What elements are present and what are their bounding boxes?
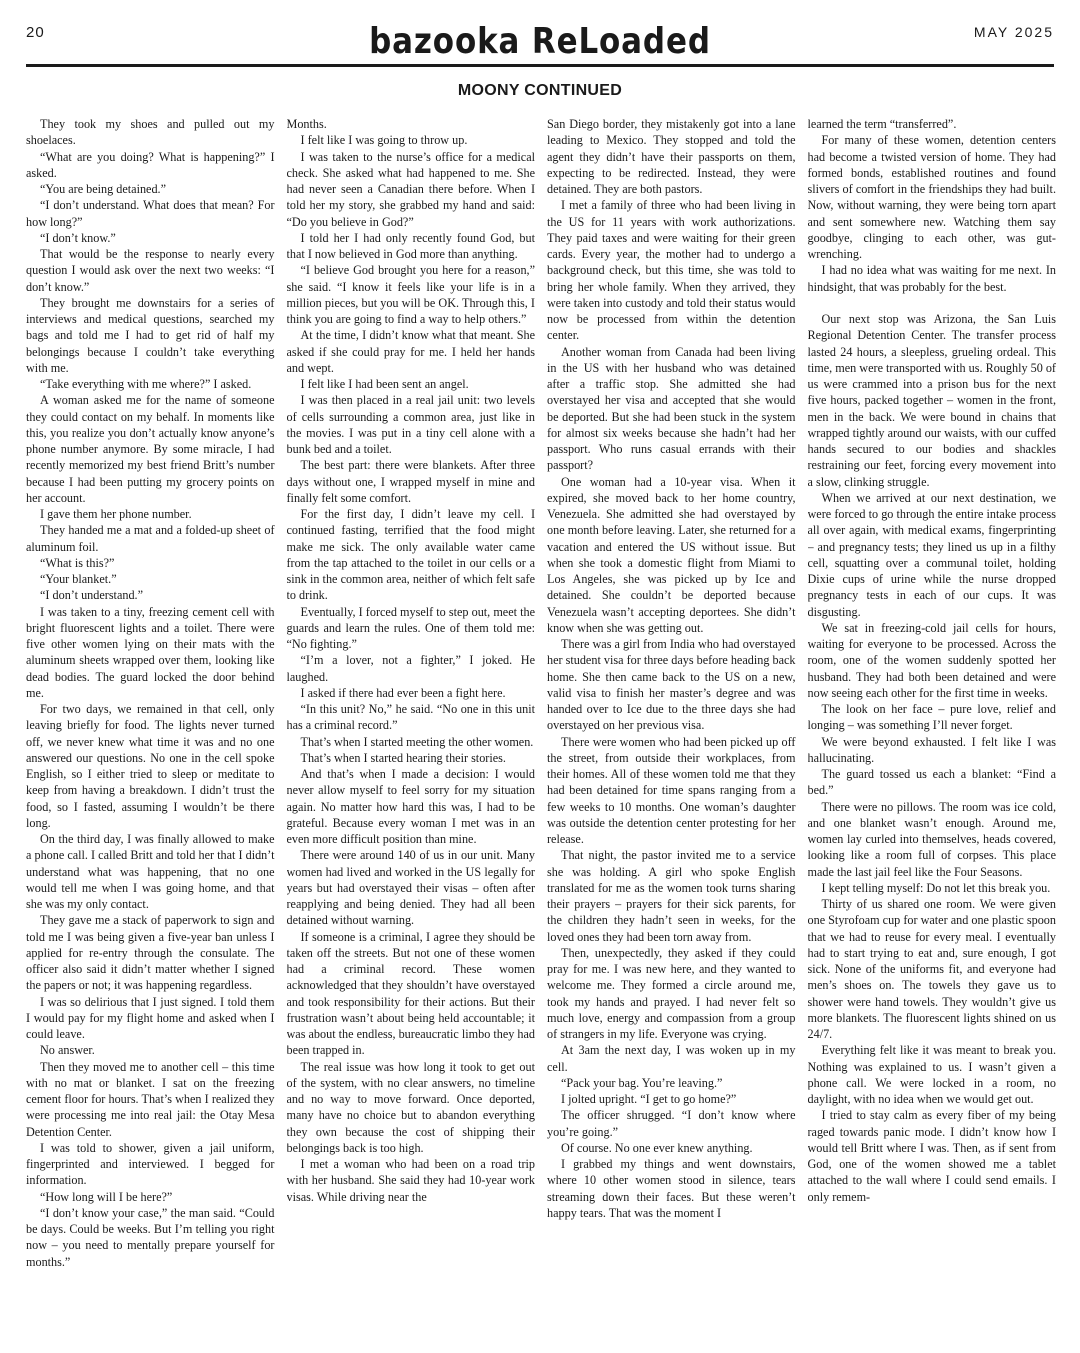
paragraph: A woman asked me for the name of someone they could contact on my behalf. In moments like this, you realize you don’t actually know anyone’s phone number anymore. By some miracle, I had recently memorized my best friend Britt’s number because I had been putting my grocery points on her account. [26, 393, 275, 505]
paragraph: I told her I had only recently found God, but that I now believed in God more than anything. [286, 230, 535, 261]
paragraph: Everything felt like it was meant to break you. Nothing was explained to us. I wasn’t given a phone call. We were locked in a room, no daylight, with no idea when we would get out. [807, 1043, 1056, 1106]
paragraph: “In this unit? No,” he said. “No one in this unit has a criminal record.” [286, 702, 535, 733]
paragraph: I gave them her phone number. [40, 507, 192, 521]
paragraph: At 3am the next day, I was woken up in my cell. [547, 1043, 796, 1074]
section-title: MOONY CONTINUED [457, 82, 623, 99]
paragraph: That’s when I started meeting the other women. [300, 734, 534, 749]
paragraph: For many of these women, detention centers had become a twisted version of home. They had formed bonds, established routines and found slivers of comfort in the friendships they had built. Now, without warning, they were being torn apart and sent somewhere new. Watching them say goodbye, clinging to each other, was gut-wrenching. [807, 133, 1056, 261]
paragraph: I had no idea what was waiting for me next. In hindsight, that was probably for the best. [807, 263, 1056, 294]
paragraph: Of course. No one ever knew anything. [561, 1140, 753, 1155]
paragraph: Another woman from Canada had been living in the US with her husband who was detained after a traffic stop. She admitted she had overstayed her visa and accepted that she would be deported. But she had been stuck in the system for almost six weeks because she hadn’t had her passport. Who runs casual errands with their passport? [547, 344, 796, 473]
paragraph: We were beyond exhausted. I felt like I was hallucinating. [807, 734, 1056, 765]
paragraph: I asked if there had ever been a fight here. [300, 685, 506, 700]
paragraph: One woman had a 10-year visa. When it expired, she moved back to her home country, Venezuela. She admitted she had overstayed by one month before leaving. Later, she returned for a vacation and entered the US without issue. But when she took a domestic flight from Miami to Los Angeles, she was picked up by Ice and detained. She couldn’t be deported because Venezuela wasn’t accepting deportees. She didn’t know when she was getting out. [547, 474, 796, 635]
paragraph: “I don’t know your case,” the man said. “Could be days. Could be weeks. But I’m telling you right now – you need to mentally prepare yourself for months.” [26, 1205, 275, 1269]
paragraph: The guard tossed us each a blanket: “Find a bed.” [807, 767, 1056, 798]
paragraph: We sat in freezing-cold jail cells for hours, waiting for everyone to be processed. Across the room, one of the women suddenly spotted her husband. They had both been detained and were now seeing each other for the first time in weeks. [807, 620, 1056, 700]
paragraph: And that’s when I made a decision: I would never allow myself to feel sorry for my situation again. No matter how hard this was, I had to be grateful. Because every woman I met was in an even more difficult position than mine. [286, 767, 535, 846]
paragraph: I kept telling myself: Do not let this break you. [821, 880, 1051, 895]
paragraph: “What is this?” [40, 555, 115, 570]
paragraph: When we arrived at our next destination, we were forced to go through the entire intake process all over again, with medical exams, fingerprinting – and pregnancy tests; they lined us up in a filthy cell, squatting over a communal toilet, holding Dixie cups of urine while the nurse dropped pregnancy tests in each of our cups. It was disgusting. [807, 490, 1056, 619]
paragraph: I tried to stay calm as every fiber of my being raged towards panic mode. I didn’t know how I would tell Britt where I was. Then, as if sent from God, one of the women showed me a tablet attached to the wall where I could send emails. I only remem- [807, 1108, 1056, 1204]
paragraph: “You are being detained.” [40, 182, 167, 196]
paragraph: “Take everything with me where?” I asked. [40, 377, 252, 391]
paragraph: San Diego border, they mistakenly got into a lane leading to Mexico. They stopped and told the agent they didn’t have their passports on them, expecting to be redirected. Instead, they were detained. They are both pastors. [547, 117, 796, 196]
paragraph: I was taken to a tiny, freezing cement cell with bright fluorescent lights and a toilet. There were five other women lying on their mats with the aluminum sheets wrapped over them, looking like dead bodies. The guard locked the door behind me. [26, 604, 275, 700]
paragraph: I was then placed in a real jail unit: two levels of cells surrounding a common area, just like in the movies. I was put in a tiny cell alone with a bunk bed and a toilet. [286, 393, 535, 456]
paragraph: I jolted upright. “I get to go home?” [561, 1092, 737, 1106]
paragraph: The officer shrugged. “I don’t know where you’re going.” [547, 1108, 796, 1139]
column-1 [26, 116, 275, 1316]
paragraph: “I don’t understand.” [40, 588, 143, 603]
masthead-rule [26, 64, 1054, 67]
paragraph: “What are you doing? What is happening?” I asked. [26, 149, 275, 180]
paragraph: The best part: there were blankets. After three days without one, I wrapped myself in mine and finally felt some comfort. [286, 458, 535, 505]
paragraph: They handed me a mat and a folded-up sheet of aluminum foil. [26, 523, 275, 554]
paragraph: The look on her face – pure love, relief and longing – was something I’ll never forget. [807, 702, 1056, 733]
paragraph: For two days, we remained in that cell, only leaving briefly for food. The lights never turned off, we never knew what time it was and no one answered our questions. No one in the cell spoke English, so I either tried to sleep or meditate to keep from having a breakdown. I didn’t trust the food, so I fasted, assuming I wouldn’t be there long. [26, 702, 275, 830]
column-2 [287, 116, 536, 1316]
paragraph: There were no pillows. The room was ice cold, and one blanket wasn’t enough. Around me, women lay curled into themselves, heads covered, looking like a room full of corpses. This place made the last jail feel like the Four Seasons. [807, 799, 1056, 879]
paragraph: Months. [286, 117, 327, 131]
paragraph: “Your blanket.” [40, 572, 117, 586]
column-4 [808, 116, 1057, 1316]
paragraph: I was so delirious that I just signed. I told them I would pay for my flight home and asked when I could leave. [26, 994, 275, 1041]
paragraph: Then they moved me to another cell – this time with no mat or blanket. I sat on the freezing cement floor for hours. That’s when I realized they were processing me into real jail: the Otay Mesa Detention Center. [26, 1059, 275, 1139]
paragraph: For the first day, I didn’t leave my cell. I continued fasting, terrified that the food might make me sick. The only available water came from the tap attached to the toilet in our cells or a sink in the common area, neither of which felt safe to drink. [286, 507, 535, 603]
article-body [26, 116, 1056, 1316]
paragraph: “I believe God brought you here for a reason,” she said. “I know it feels like your life is in a million pieces, but you will be OK. Through this, I think you are going to find a way to help others.” [286, 263, 535, 326]
paragraph: No answer. [40, 1043, 95, 1058]
column-3 [547, 116, 796, 1316]
paragraph: They gave me a stack of paperwork to sign and told me I was being given a five-year ban unless I applied for re-entry through the consulate. The officer also said it didn’t matter whether I signed the papers or not; it was happening regardless. [26, 913, 275, 993]
paragraph: I met a family of three who had been living in the US for 11 years with work authorizations. They paid taxes and were waiting for their green cards. Every year, the mother had to undergo a background check, but this time, she was told to bring her whole family. When they arrived, they were taken into custody and told their status would now be processed from within the detention center. [547, 198, 796, 343]
paragraph: “I don’t understand. What does that mean? For how long?” [26, 198, 275, 229]
paragraph: I was taken to the nurse’s office for a medical check. She asked what had happened to me. She had never seen a Canadian there before. When I told her my story, she grabbed my hand and said: “Do you believe in God?” [286, 149, 535, 229]
paragraph: I was told to shower, given a jail uniform, fingerprinted and interviewed. I begged for information. [26, 1140, 275, 1188]
paragraph: Then, unexpectedly, they asked if they could pray for me. I was new here, and they wanted to welcome me. They formed a circle around me, took my hands and prayed. I had never felt so much love, energy and compassion from a group of strangers in my life. Everyone was crying. [547, 945, 796, 1041]
paragraph: I met a woman who had been on a road trip with her husband. She said they had 10-year work visas. While driving near the [286, 1157, 535, 1204]
paragraph: “How long will I be here?” [40, 1189, 173, 1204]
paragraph: On the third day, I was finally allowed to make a phone call. I called Britt and told her that I didn’t understand what was happening, that no one would tell me when I was going home, and that she was my only contact. [26, 832, 275, 911]
paragraph: I felt like I had been sent an angel. [300, 377, 469, 391]
paragraph: There was a girl from India who had overstayed her student visa for three days before heading back home. She then came back to the US on a new, valid visa to finish her master’s degree and was handed over to Ice due to the three days she had overstayed on her previous visa. [547, 637, 796, 733]
issue-date: MAY 2025 [973, 24, 1054, 40]
paragraph: Our next stop was Arizona, the San Luis Regional Detention Center. The transfer process lasted 24 hours, a sleepless, grueling ordeal. This time, men were transported with us. Roughly 50 of us were crammed into a prison bus for the next five hours, packed together – women in the front, men in the back. We were bound in chains that wrapped tightly around our waists, with our cuffed hands secured to our bodies and shackles restraining our feet, forcing every movement into a slow, clinking struggle. [807, 312, 1056, 489]
paragraph: There were around 140 of us in our unit. Many women had lived and worked in the US legally for years but had overstayed their visas – often after reapplying and being denied. They had all been detained without warning. [286, 848, 535, 928]
paragraph: “I don’t know.” [40, 230, 116, 245]
paragraph: That would be the response to nearly every question I would ask over the next two weeks: “I don’t know.” [26, 247, 275, 294]
paragraph: They took my shoes and pulled out my shoelaces. [26, 117, 275, 148]
paragraph: If someone is a criminal, I agree they should be taken off the streets. But not one of these women had a criminal record. These women acknowledged that they shouldn’t have overstayed and took responsibility for their actions. But their frustration wasn’t about being held accountable; it was about the endless, bureaucratic limbo they had been trapped in. [286, 929, 535, 1058]
paragraph: Thirty of us shared one room. We were given one Styrofoam cup for water and one plastic spoon that we had to reuse for every meal. I eventually had to start trying to eat and, sure enough, I got sick. None of the uniforms fit, and everyone had men’s shoes on. The towels they gave us to shower were hand towels. They wouldn’t give us more blankets. The fluorescent lights shined on us 24/7. [807, 897, 1056, 1041]
page-number: 20 [26, 24, 45, 41]
paragraph: There were women who had been picked up off the street, from outside their workplaces, from their homes. All of these women told me that they had been detained for time spans ranging from a few weeks to 10 months. One woman’s daughter was outside the detention center protesting for her release. [547, 734, 796, 846]
paragraph: That’s when I started hearing their stories. [300, 750, 506, 765]
paragraph: Eventually, I forced myself to step out, meet the guards and learn the rules. One of them told me: “No fighting.” [286, 604, 535, 651]
paragraph: At the time, I didn’t know what that meant. She asked if she could pray for me. I held her hands and wept. [286, 328, 535, 375]
publication-masthead: bazooka ReLoaded [369, 21, 711, 62]
paragraph: The real issue was how long it took to get out of the system, with no clear answers, no timeline and no way to move forward. Once deported, many have no choice but to abandon everything they own because the cost of shipping their belongings back is too high. [286, 1059, 535, 1155]
paragraph: That night, the pastor invited me to a service she was holding. A girl who spoke English translated for me as the women took turns sharing their prayers – prayers for their sick parents, for the children they hadn’t seen in weeks, for the loved ones they had been torn away from. [547, 848, 796, 944]
paragraph: I felt like I was going to throw up. [300, 133, 468, 148]
paragraph: They brought me downstairs for a series of interviews and medical questions, searched my bags and told me I had to get rid of half my belongings because I couldn’t take everything with me. [26, 295, 275, 375]
paragraph: learned the term “transferred”. [807, 117, 957, 131]
paragraph: “Pack your bag. You’re leaving.” [561, 1075, 723, 1090]
paragraph: “I’m a lover, not a fighter,” I joked. He laughed. [286, 653, 535, 684]
paragraph: I grabbed my things and went downstairs, where 10 other women stood in silence, tears streaming down their faces. But these weren’t happy tears. That was the moment I [547, 1157, 796, 1220]
